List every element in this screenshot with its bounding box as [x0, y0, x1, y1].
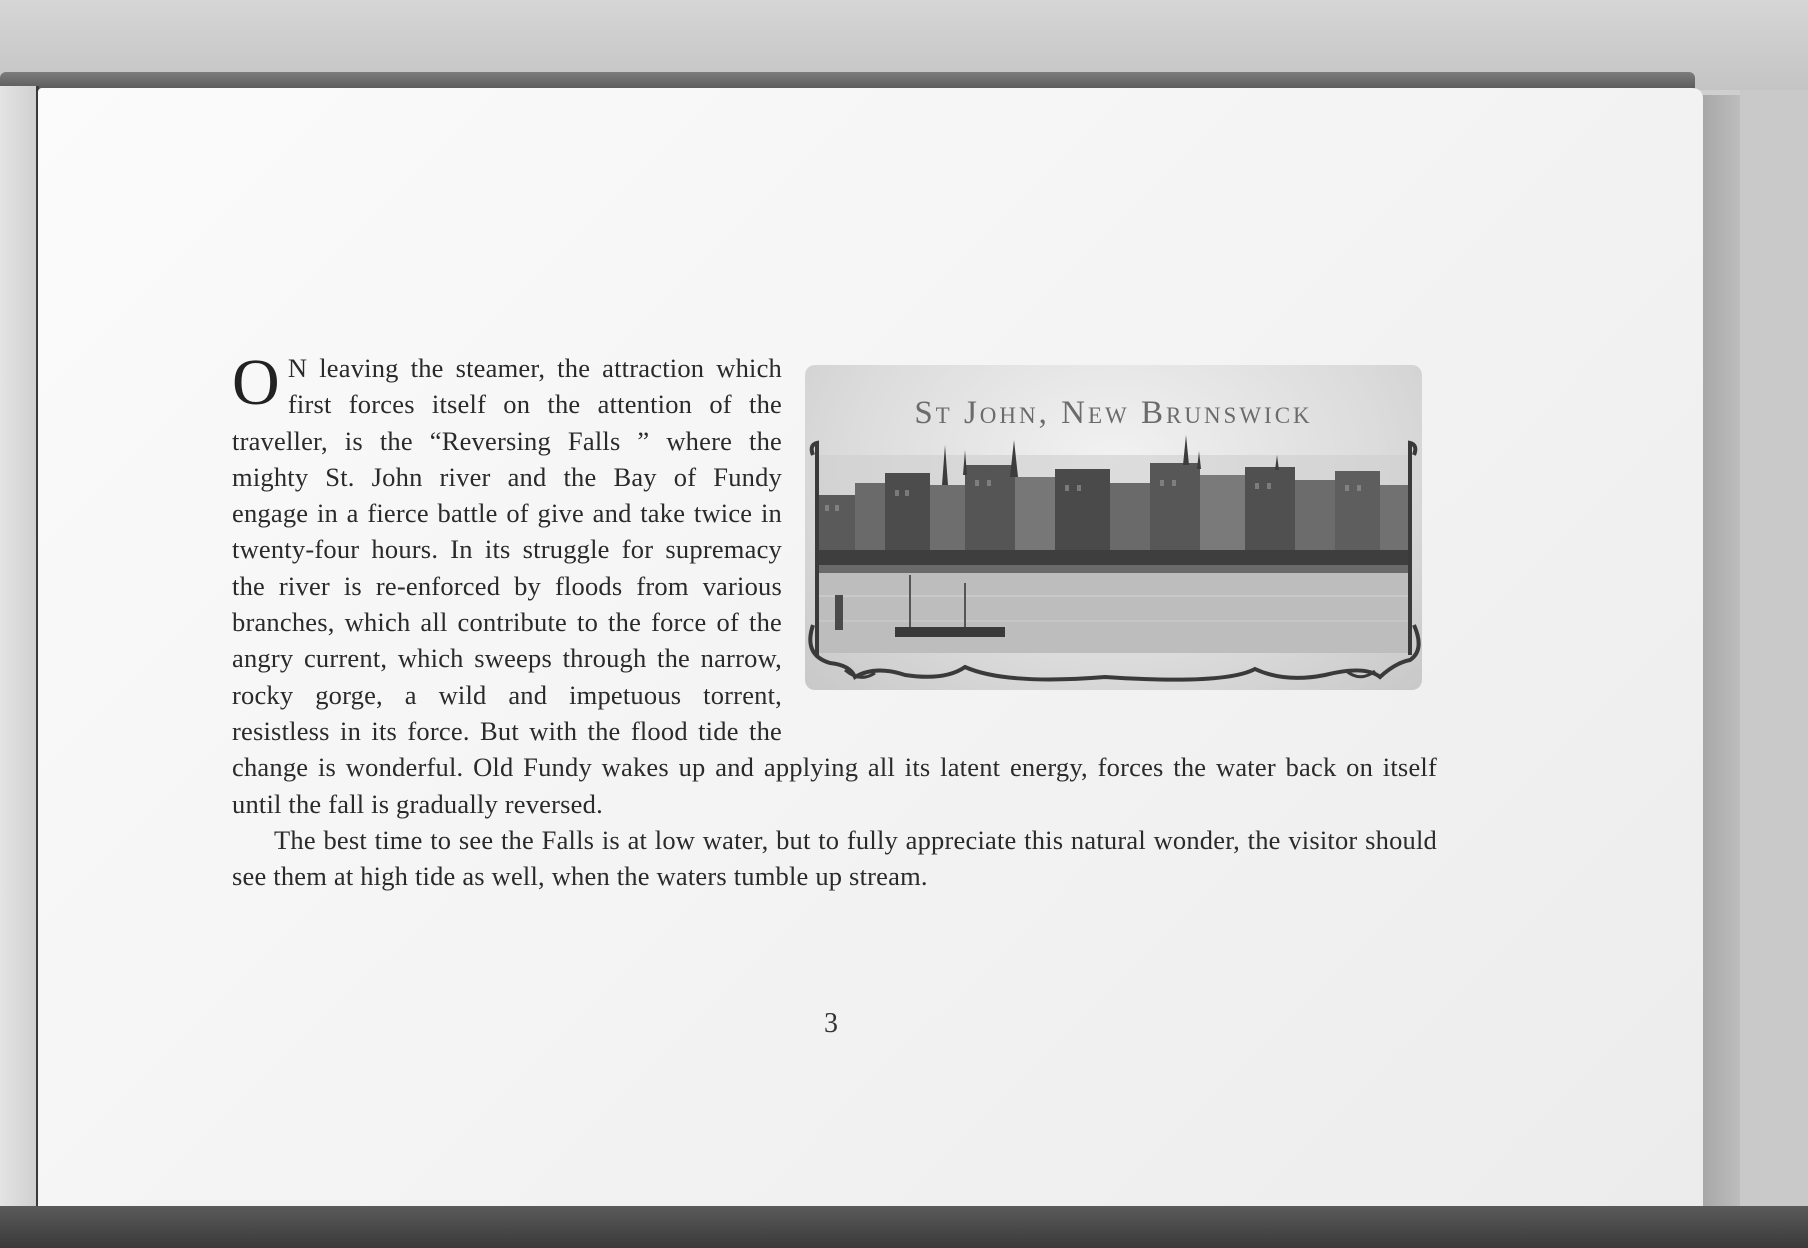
- illustration-title: St John, New Brunswick: [914, 395, 1313, 431]
- previous-page-edge: [0, 86, 39, 1206]
- page-number: 3: [824, 1008, 838, 1039]
- paragraph-2: The best time to see the Falls is at low water, but to fully appreciate this natural wonder, the visitor should see them at high tide as well, when the waters tumble up stream.: [232, 824, 1437, 892]
- scan-right-margin: [1740, 90, 1808, 1210]
- scan-bottom-edge: [0, 1206, 1808, 1248]
- city-illustration: [805, 365, 1422, 690]
- drop-cap: O: [232, 346, 280, 419]
- paragraph-1-text: N leaving the steamer, the attraction which first forces itself on the attention of the traveller, is the “Reversing Falls ” where the mighty St. John river and the Bay of Fundy engage in a fierce battle of give and take twice in twenty-four hours. In its struggle for supremacy the river is re-enforced by floods from various branches, which all contribute to the force of the angry current, which sweeps through the narrow, rocky gorge, a wild and impetuous torrent, resistless in its force. But with the flood tide the change is wonderful. Old Fundy wakes up and applying all its latent energy, forces the water back on itself until the fall is gradually reversed.: [232, 353, 1437, 819]
